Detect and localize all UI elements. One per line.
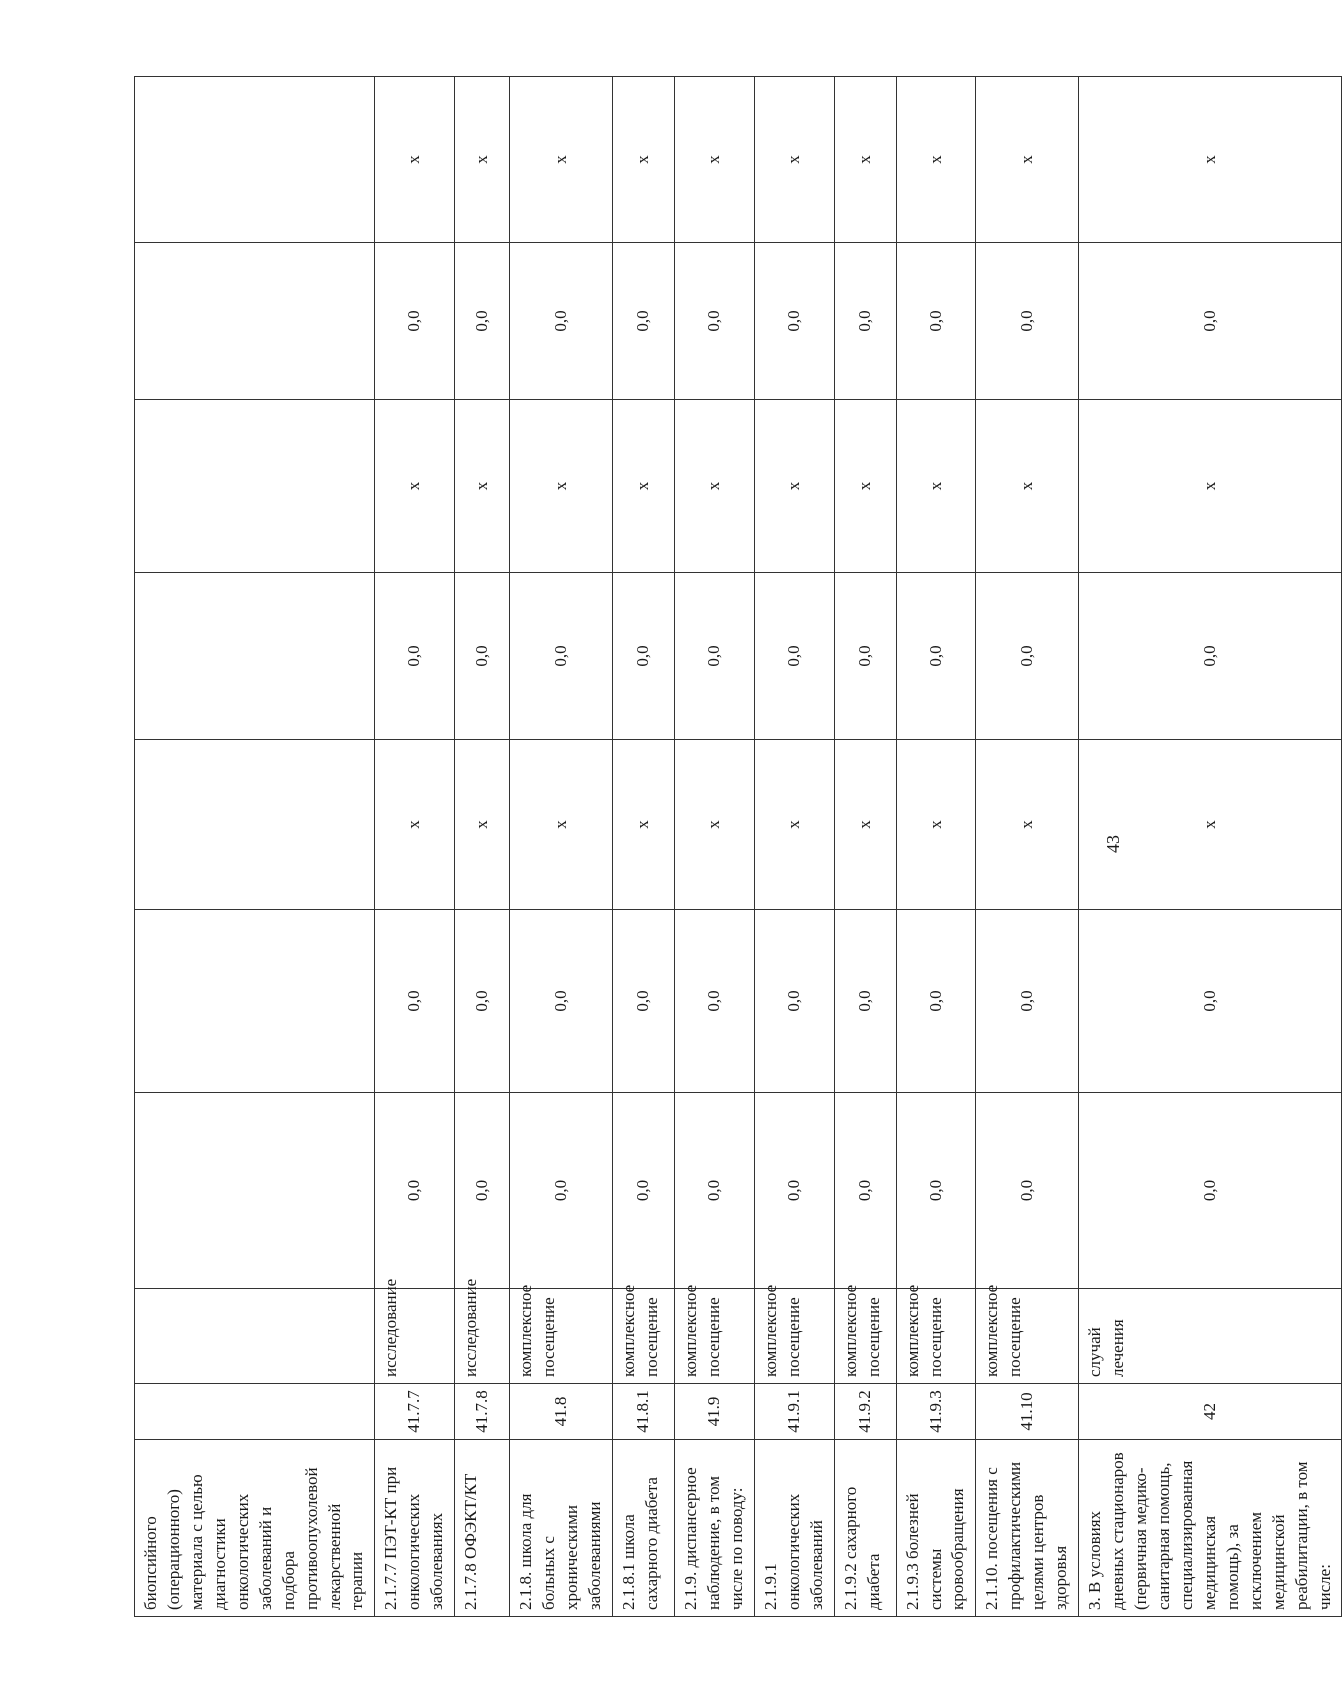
row-value-cell: х	[896, 400, 976, 573]
row-value-cell: 0,0	[375, 910, 455, 1093]
row-value-cell: 0,0	[834, 243, 896, 400]
row-value-cell: 0,0	[1079, 910, 1342, 1093]
row-value-cell: х	[834, 77, 896, 243]
row-value-cell: 0,0	[510, 1093, 613, 1289]
row-value-cell: х	[674, 740, 754, 910]
row-code-cell: 41.7.7	[375, 1384, 455, 1440]
row-value-cell: х	[896, 740, 976, 910]
row-name-cell: биопсийного (операционного) материала с целью диагностики онкологических заболеваний и подбора противоопухолевой лекарственной терапии	[135, 1440, 375, 1617]
row-value-cell: х	[976, 740, 1079, 910]
row-value-cell: 0,0	[455, 243, 510, 400]
row-code-cell: 41.9.1	[754, 1384, 834, 1440]
row-name-cell: 2.1.9.1 онкологических заболеваний	[754, 1440, 834, 1617]
row-value-cell: 0,0	[455, 1093, 510, 1289]
row-value-cell: 0,0	[510, 910, 613, 1093]
row-value-cell: 0,0	[754, 573, 834, 740]
row-value-cell: 0,0	[1079, 1093, 1342, 1289]
row-unit-cell: комплексное посещение	[896, 1289, 976, 1384]
row-unit-cell: исследование	[455, 1289, 510, 1384]
row-name-cell: 2.1.9. диспансерное наблюдение, в том числе по поводу:	[674, 1440, 754, 1617]
row-value-cell: 0,0	[612, 910, 674, 1093]
row-value-cell: 0,0	[976, 573, 1079, 740]
row-name-cell: 3. В условиях дневных стационаров (первичная медико-санитарная помощь, специализированная медицинская помощь), за исключением медицинской реабилитации, в том числе:	[1079, 1440, 1342, 1617]
row-value-cell: 0,0	[976, 1093, 1079, 1289]
row-value-cell	[135, 910, 375, 1093]
row-value-cell: 0,0	[1079, 573, 1342, 740]
row-name-cell: 2.1.7.7 ПЭТ-КТ при онкологических заболеваниях	[375, 1440, 455, 1617]
row-value-cell: х	[754, 740, 834, 910]
row-value-cell: 0,0	[976, 243, 1079, 400]
row-value-cell: 0,0	[834, 910, 896, 1093]
row-value-cell: х	[510, 77, 613, 243]
table-row	[896, 77, 976, 1617]
row-unit-cell: комплексное посещение	[674, 1289, 754, 1384]
row-code-cell: 41.10	[976, 1384, 1079, 1440]
row-value-cell: х	[834, 400, 896, 573]
table-row	[135, 77, 375, 1617]
row-unit-cell: комплексное посещение	[976, 1289, 1079, 1384]
row-value-cell: 0,0	[674, 573, 754, 740]
row-value-cell: х	[612, 740, 674, 910]
table-row	[455, 77, 510, 1617]
table-row	[375, 77, 455, 1617]
row-value-cell: х	[834, 740, 896, 910]
row-value-cell: х	[674, 400, 754, 573]
row-value-cell: х	[510, 740, 613, 910]
row-unit-cell: случай лечения	[1079, 1289, 1342, 1384]
table-row	[612, 77, 674, 1617]
row-unit-cell	[135, 1289, 375, 1384]
row-value-cell: х	[612, 400, 674, 573]
table-row	[976, 77, 1079, 1617]
row-unit-cell: комплексное посещение	[510, 1289, 613, 1384]
row-value-cell: х	[455, 77, 510, 243]
row-value-cell: х	[375, 740, 455, 910]
row-value-cell: х	[375, 77, 455, 243]
row-value-cell: 0,0	[834, 1093, 896, 1289]
row-code-cell: 41.7.8	[455, 1384, 510, 1440]
row-name-cell: 2.1.10. посещения с профилактическими целями центров здоровья	[976, 1440, 1079, 1617]
row-value-cell: 0,0	[896, 910, 976, 1093]
row-name-cell: 2.1.7.8 ОФЭКТ/КТ	[455, 1440, 510, 1617]
row-value-cell: х	[375, 400, 455, 573]
row-unit-cell: комплексное посещение	[754, 1289, 834, 1384]
row-value-cell: 0,0	[674, 243, 754, 400]
row-value-cell: 0,0	[834, 573, 896, 740]
row-value-cell: 0,0	[375, 573, 455, 740]
row-value-cell: 0,0	[375, 243, 455, 400]
row-code-cell: 42	[1079, 1384, 1342, 1440]
row-value-cell: 0,0	[455, 910, 510, 1093]
row-value-cell: 0,0	[674, 910, 754, 1093]
row-value-cell	[135, 1093, 375, 1289]
row-value-cell: 0,0	[612, 573, 674, 740]
row-value-cell	[135, 573, 375, 740]
row-code-cell: 41.8	[510, 1384, 613, 1440]
row-value-cell: 0,0	[896, 243, 976, 400]
table-row	[754, 77, 834, 1617]
row-code-cell: 41.9.3	[896, 1384, 976, 1440]
row-value-cell: х	[754, 77, 834, 243]
row-value-cell: х	[754, 400, 834, 573]
row-value-cell: 0,0	[674, 1093, 754, 1289]
row-value-cell	[135, 400, 375, 573]
row-value-cell: 0,0	[375, 1093, 455, 1289]
row-value-cell: 0,0	[510, 573, 613, 740]
row-value-cell: х	[455, 400, 510, 573]
table-row	[674, 77, 754, 1617]
row-value-cell: 0,0	[510, 243, 613, 400]
row-value-cell: х	[1079, 740, 1342, 910]
row-value-cell: х	[1079, 77, 1342, 243]
row-value-cell	[135, 740, 375, 910]
row-value-cell: х	[1079, 400, 1342, 573]
row-value-cell: х	[510, 400, 613, 573]
row-unit-cell: комплексное посещение	[612, 1289, 674, 1384]
row-value-cell: 0,0	[976, 910, 1079, 1093]
row-name-cell: 2.1.8. школа для больных с хроническими заболеваниями	[510, 1440, 613, 1617]
row-value-cell	[135, 77, 375, 243]
row-value-cell: 0,0	[612, 1093, 674, 1289]
row-name-cell: 2.1.9.2 сахарного диабета	[834, 1440, 896, 1617]
row-unit-cell: комплексное посещение	[834, 1289, 896, 1384]
row-value-cell: 0,0	[754, 1093, 834, 1289]
row-value-cell: 0,0	[896, 573, 976, 740]
table-row	[510, 77, 613, 1617]
row-value-cell: 0,0	[1079, 243, 1342, 400]
row-code-cell: 41.8.1	[612, 1384, 674, 1440]
row-value-cell: х	[976, 77, 1079, 243]
page-number: 43	[1103, 835, 1123, 853]
row-unit-cell: исследование	[375, 1289, 455, 1384]
row-name-cell: 2.1.8.1 школа сахарного диабета	[612, 1440, 674, 1617]
table-body	[135, 77, 1342, 1617]
row-code-cell: 41.9.2	[834, 1384, 896, 1440]
row-value-cell: 0,0	[612, 243, 674, 400]
row-name-cell: 2.1.9.3 болезней системы кровообращения	[896, 1440, 976, 1617]
row-value-cell: 0,0	[754, 910, 834, 1093]
row-value-cell: 0,0	[896, 1093, 976, 1289]
row-code-cell: 41.9	[674, 1384, 754, 1440]
row-value-cell: х	[455, 740, 510, 910]
row-value-cell: 0,0	[455, 573, 510, 740]
row-code-cell	[135, 1384, 375, 1440]
row-value-cell: 0,0	[754, 243, 834, 400]
row-value-cell: х	[976, 400, 1079, 573]
row-value-cell: х	[674, 77, 754, 243]
row-value-cell	[135, 243, 375, 400]
table-row	[834, 77, 896, 1617]
row-value-cell: х	[896, 77, 976, 243]
row-value-cell: х	[612, 77, 674, 243]
data-table	[134, 76, 1342, 1617]
